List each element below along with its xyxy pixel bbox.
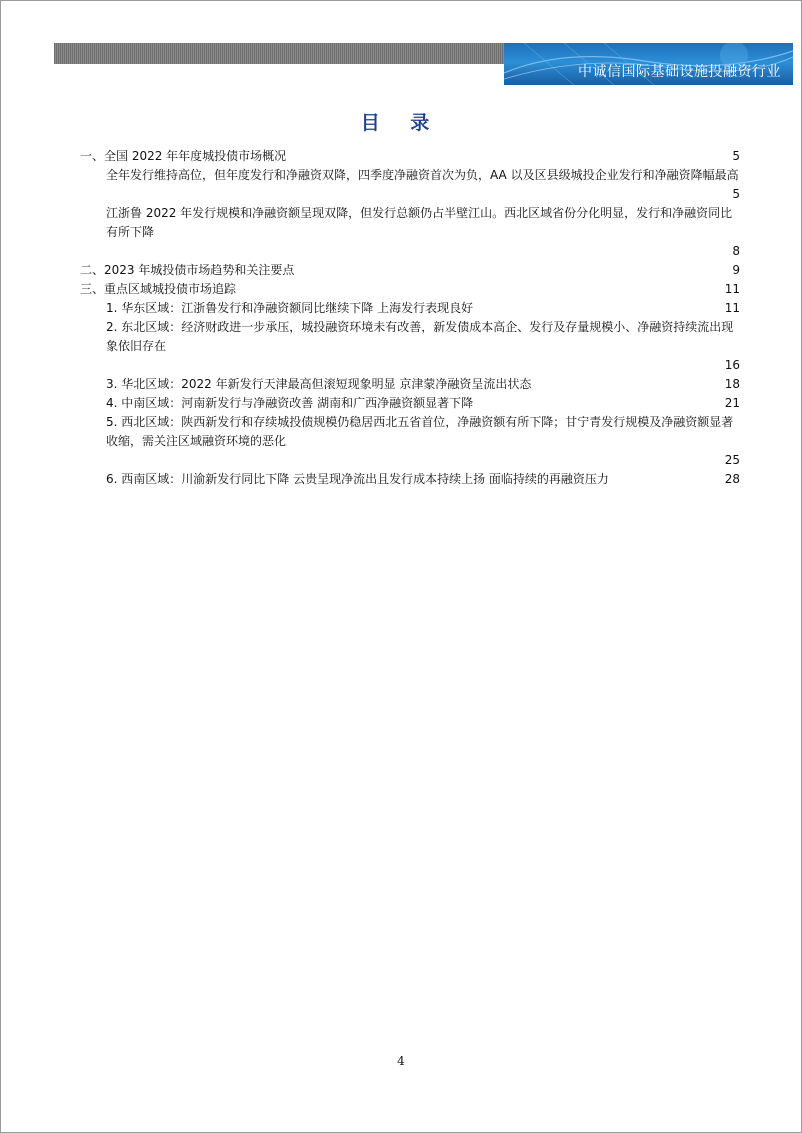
header-title: 中诚信国际基础设施投融资行业 xyxy=(578,64,781,80)
toc-entry[interactable] xyxy=(80,413,740,470)
toc-entry[interactable] xyxy=(80,166,740,204)
toc-entry[interactable] xyxy=(80,394,740,413)
toc-entry[interactable] xyxy=(80,318,740,375)
toc-entry-text: 江浙鲁 2022 年发行规模和净融资额呈现双降，但发行总额仍占半壁江山。西北区域省份分化明显，发行和净融资同比有所下降 xyxy=(106,206,733,239)
page-number: 4 xyxy=(397,1054,405,1068)
toc-entry-page: 9 xyxy=(732,263,740,277)
toc-entry[interactable] xyxy=(80,470,740,489)
toc-entry-text: 1. 华东区域：江浙鲁发行和净融资额同比继续下降 上海发行表现良好 xyxy=(106,301,474,315)
toc-entry-page: 16 xyxy=(724,358,740,372)
toc-entry-page: 18 xyxy=(724,377,740,391)
toc-entry[interactable] xyxy=(80,204,740,261)
toc-entry-text: 全年发行维持高位，但年度发行和净融资双降，四季度净融资首次为负，AA 以及区县级城投企业发行和净融资降幅最高 xyxy=(106,168,739,182)
toc-entry[interactable] xyxy=(80,299,740,318)
toc-entry-text: 5. 西北区域：陕西新发行和存续城投债规模仍稳居西北五省首位，净融资额有所下降；甘宁青发行规模及净融资额显著收缩，需关注区域融资环境的恶化 xyxy=(106,415,734,448)
toc-heading: 目 录 xyxy=(360,112,442,134)
toc-entry[interactable] xyxy=(80,375,740,394)
toc-entry-page: 8 xyxy=(732,244,740,258)
toc-entry-page: 11 xyxy=(724,282,740,296)
toc-entry-text: 3. 华北区域：2022 年新发行天津最高但滚短现象明显 京津蒙净融资呈流出状态 xyxy=(106,377,532,391)
toc-entry-text: 6. 西南区域：川渝新发行同比下降 云贵呈现净流出且发行成本持续上扬 面临持续的再融资压力 xyxy=(106,472,609,486)
toc-entry-page: 11 xyxy=(724,301,740,315)
toc-entry-page: 5 xyxy=(732,187,740,201)
toc-entry-page: 21 xyxy=(724,396,740,410)
toc-entry-page: 5 xyxy=(732,149,740,163)
toc-entry[interactable] xyxy=(80,261,740,280)
toc-entry-page: 28 xyxy=(724,472,740,486)
toc-entry[interactable] xyxy=(80,147,740,166)
toc-entry-page: 25 xyxy=(724,453,740,467)
header-banner xyxy=(504,43,793,85)
header-stripe-bar xyxy=(54,43,504,64)
toc-entry-text: 二、2023 年城投债市场趋势和关注要点 xyxy=(80,263,295,277)
toc-entry[interactable] xyxy=(80,280,740,299)
table-of-contents xyxy=(80,147,740,489)
toc-entry-text: 三、重点区域城投债市场追踪 xyxy=(80,282,237,296)
toc-entry-text: 2. 东北区域：经济财政进一步承压，城投融资环境未有改善，新发债成本高企、发行及存量规模小、净融资持续流出现象依旧存在 xyxy=(106,320,734,353)
toc-entry-text: 4. 中南区域：河南新发行与净融资改善 湖南和广西净融资额显著下降 xyxy=(106,396,474,410)
toc-entry-text: 一、全国 2022 年年度城投债市场概况 xyxy=(80,149,287,163)
